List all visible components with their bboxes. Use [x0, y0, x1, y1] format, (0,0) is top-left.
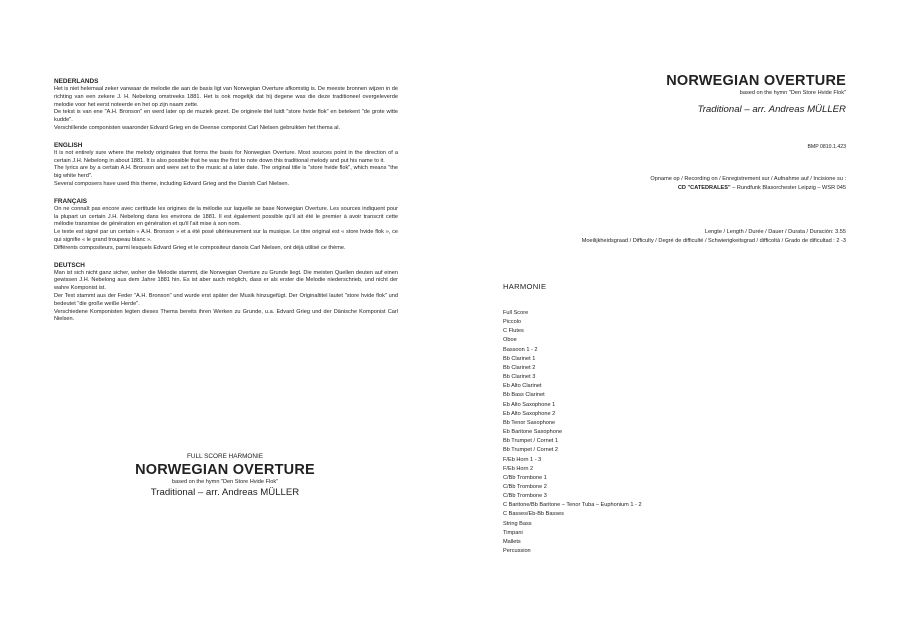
section-heading: ENGLISH [54, 141, 83, 149]
page-title: NORWEGIAN OVERTURE [666, 73, 846, 89]
notes-section-fr [54, 198, 398, 253]
notes-section-de [54, 262, 398, 325]
cd-name: CD "CATEDRALES" [677, 185, 731, 191]
duration-info [416, 228, 846, 246]
instrument-item: C Flutes [503, 328, 524, 335]
instrument-item: Eb Alto Saxophone 2 [503, 410, 556, 417]
instrument-item: C Basses/Eb-Bb Basses [503, 511, 564, 518]
instrument-item: F/Eb Horn 1 - 3 [503, 456, 542, 463]
instrument-item: Bb Clarinet 1 [503, 355, 536, 362]
notes-section-nl [54, 78, 398, 133]
instrument-item: F/Eb Horn 2 [503, 465, 534, 472]
instrument-item: C/Bb Trombone 1 [503, 474, 547, 481]
instrument-item: Bassoon 1 - 2 [503, 346, 538, 353]
instrument-item: String Bass [503, 520, 532, 527]
instrument-item: Full Score [503, 310, 529, 316]
multilingual-notes [54, 78, 398, 333]
section-heading: NEDERLANDS [54, 78, 99, 85]
instrument-item: Bb Clarinet 3 [503, 374, 536, 381]
recording-info [446, 175, 846, 193]
instrument-item: Piccolo [503, 319, 522, 326]
cd-line [446, 184, 846, 193]
instrument-item: Eb Alto Saxophone 1 [503, 401, 556, 408]
instrument-item: C Baritone/Bb Baritone – Tenor Tuba – Euphonium 1 - 2 [503, 502, 642, 509]
instrument-list [503, 309, 642, 556]
cover-title: NORWEGIAN OVERTURE [135, 462, 315, 478]
recording-label: Opname op / Recording on / Enregistrement sur / Aufnahme auf / Incisione su : [650, 176, 846, 182]
notes-section-en [54, 142, 398, 189]
instrument-item: Eb Baritone Saxophone [503, 429, 563, 436]
cover-subtitle: based on the hymn "Den Store Hvide Flok" [171, 479, 279, 485]
page-credit: Traditional – arr. Andreas MÜLLER [697, 104, 846, 115]
instrument-item: Oboe [503, 337, 517, 344]
section-body: Het is niet helemaal zeker vanwaar de melodie die aan de basis ligt van Norwegian Overture afkomstig is. De meeste bronnen wijzen in de richting van een zekere J. H. Nebelong omstreeks 1881. Het is ook mogelijk dat hij degene was die deze traditioneel overgeleverde melodie voor het eerst noteerde en het op zijn naam zette. De tekst is van ene "A.H. Bronson" en werd later op de muziek gezet. De originele titel luidt "store hvide flok" en betekent "de grote witte kudde". Verschillende componisten waaronder Edvard Grieg en de Deense componist Carl Nielsen gebruikten het thema al. [54, 86, 398, 131]
instrument-item: Mallets [503, 538, 521, 545]
full-score-label: FULL SCORE HARMONIE [186, 453, 264, 460]
instrument-item: Bb Tenor Saxophone [503, 419, 556, 426]
instrument-item: C/Bb Trombone 3 [503, 493, 547, 500]
right-title-block [526, 72, 846, 116]
instrument-item: Eb Alto Clarinet [503, 383, 542, 390]
duration-line: Lengte / Length / Durée / Dauer / Durata / Duración: 3.55 [704, 229, 846, 235]
instrument-item: Bb Trumpet / Cornet 1 [503, 438, 559, 445]
section-body: Man ist sich nicht ganz sicher, woher die Melodie stammt, die Norwegian Overture zu Grunde liegt. Die meisten Quellen deuten auf einen gewissen J.H. Nebelong aus dem Jahre 1881 hin. Es ist aber auch möglich, dass er als erster die Melodie niederschrieb, und nicht der wahre Komponist ist. Der Text stammt aus der Feder "A.H. Bronson" und wurde erst später der Musik hinzugefügt. Der Originaltitel lautet "store hvide flok" und bedeutet "die große weiße Herde". Verschiedene Komponisten legten dieses Thema bereits ihren Werken zu Grunde, u.a. Edvard Grieg und der Dänische Komponist Carl Nielsen. [54, 269, 398, 323]
instrument-item: Percussion [503, 548, 531, 555]
instrument-item: Timpani [503, 529, 523, 536]
instrument-item: Bb Trumpet / Cornet 2 [503, 447, 559, 454]
instrument-item: Bb Bass Clarinet [503, 392, 545, 399]
cover-title-block [90, 452, 360, 499]
instrument-item: C/Bb Trombone 2 [503, 483, 547, 490]
instrument-item: Bb Clarinet 2 [503, 364, 536, 371]
instrumentation-heading: HARMONIE [503, 282, 547, 291]
catalog-number: BMP 0810.1.423 [807, 144, 846, 150]
cd-performer: – Rundfunk Blasorchester Leipzig – WSR 045 [730, 185, 846, 191]
cover-credit: Traditional – arr. Andreas MÜLLER [150, 487, 300, 498]
section-heading: FRANÇAIS [54, 197, 88, 205]
difficulty-line: Moeilijkheidsgraad / Difficulty / Degré de difficulté / Schwierigkeitsgrad / difficoltà / Grado de dificultad : 2 -3 [581, 238, 846, 244]
page-subtitle: based on the hymn "Den Store Hvide Flok" [739, 90, 846, 96]
section-heading: DEUTSCH [54, 261, 85, 269]
section-body: It is not entirely sure where the melody originates that forms the basis for Norwegian Overture. Most sources point in the direction of a certain J.H. Nebelong in about 1881. It is also possible that he was the first to note down this traditional melody and put his name to it. The lyrics are by a certain A.H. Bronson and were set to the music at a later date. The original title is "store hvide flok", which means "the big white herd". Several composers have used this theme, including Edvard Grieg and the Danish Carl Nielsen. [54, 149, 398, 187]
section-body: On ne connaît pas encore avec certitude les origines de la mélodie sur laquelle se base Norwegian Overture. Les sources indiquent pour la plupart un certain J.H. Nebelong dans les environs de 1881. Il est également possible qu'il ait été le premier à avoir transcrit cette mélodie transmise de génération en génération et qu'il l'ait mise à son nom. Le texte est signé par un certain « A.H. Bronson » et a été posé ultérieurement sur la musique. Le titre original est « store hvide flok », ce qui signifie « le grand troupeau blanc ». Différents compositeurs, parmi lesquels Edvard Grieg et le compositeur danois Carl Nielsen, ont déjà utilisé ce thème. [54, 205, 398, 251]
